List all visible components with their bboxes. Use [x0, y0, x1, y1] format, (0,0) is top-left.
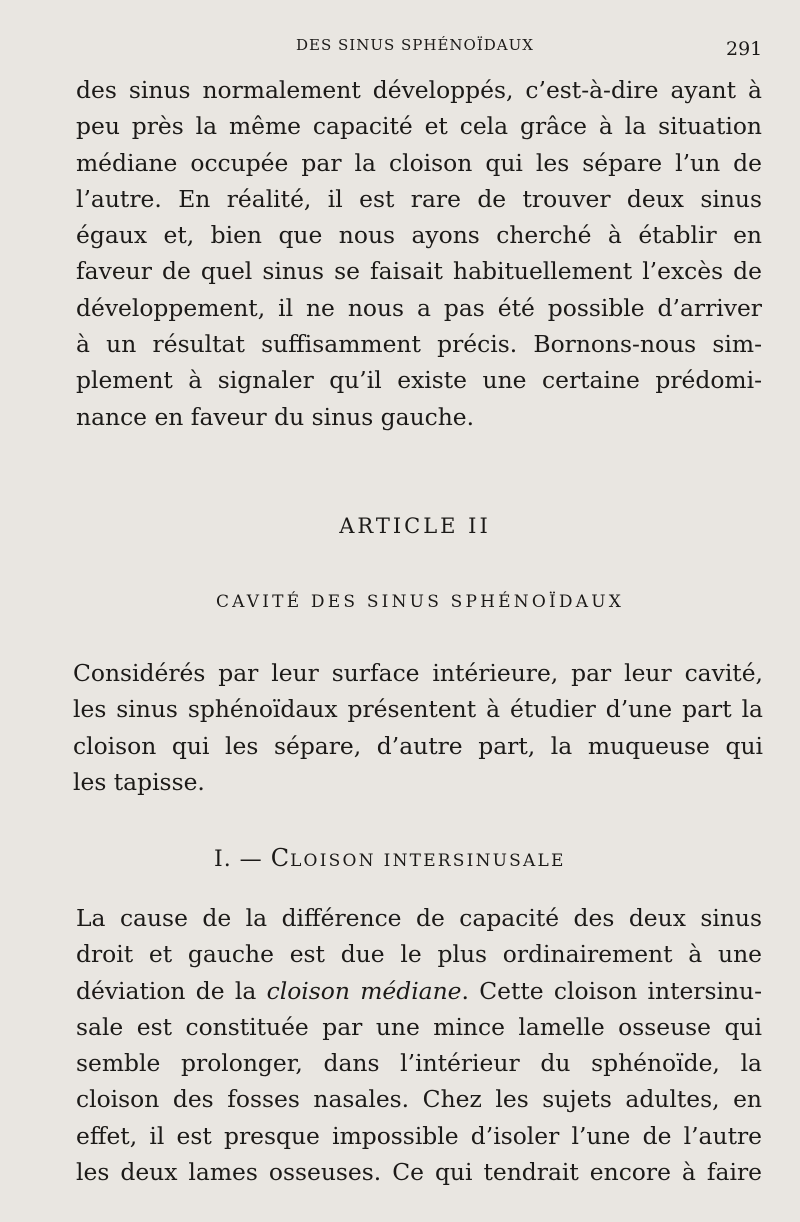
text-run: déviation de la	[76, 976, 267, 1005]
text-line: peu près la même capacité et cela grâce à la situation	[76, 112, 762, 141]
subheading-initial: C	[270, 844, 291, 872]
text-line: nance en faveur du sinus gauche.	[76, 402, 475, 431]
text-line: les sinus sphénoïdaux présentent à étudier d’une part la	[73, 695, 763, 724]
text-line: l’autre. En réalité, il est rare de trouver deux sinus	[76, 184, 762, 213]
paragraph-sinus-development	[76, 72, 762, 435]
text-line: Considérés par leur surface intérieure, par leur cavité,	[73, 659, 763, 687]
text-line: cloison des fosses nasales. Chez les sujets adultes, en	[76, 1085, 762, 1114]
text-line: sale est constituée par une mince lamelle osseuse qui	[76, 1012, 762, 1041]
subheading-numeral: I. —	[214, 847, 263, 872]
text-line: des sinus normalement développés, c’est-à-dire ayant à	[76, 76, 762, 104]
text-line: La cause de la différence de capacité des deux sinus	[76, 904, 762, 932]
italic-term: cloison médiane	[266, 976, 462, 1005]
text-line: plement à signaler qu’il existe une certaine prédomi-	[76, 366, 762, 395]
subheading-cloison-intersinusale	[214, 844, 566, 872]
section-title: CAVITÉ DES SINUS SPHÉNOÏDAUX	[215, 592, 625, 612]
text-line: développement, il ne nous a pas été possible d’arriver	[76, 293, 762, 322]
subheading-word-2: INTERSINUSALE	[383, 851, 566, 871]
text-line: faveur de quel sinus se faisait habituellement l’excès de	[76, 257, 762, 286]
subheading-word-1: LOISON	[290, 851, 376, 871]
article-label: ARTICLE II	[339, 514, 491, 538]
text-line: à un résultat suffisamment précis. Bornons-nous sim-	[76, 330, 762, 359]
text-line: cloison qui les sépare, d’autre part, la muqueuse qui	[73, 731, 763, 760]
paragraph-cloison	[76, 900, 762, 1190]
text-run: . Cette cloison intersinu-	[461, 976, 763, 1005]
text-line-mixed	[76, 973, 762, 1009]
text-line: semble prolonger, dans l’intérieur du sphénoïde, la	[76, 1049, 762, 1078]
running-head	[0, 34, 800, 58]
text-line: les tapisse.	[73, 767, 205, 796]
text-line: médiane occupée par la cloison qui les sépare l’un de	[76, 148, 762, 177]
text-line: les deux lames osseuses. Ce qui tendrait encore à faire	[76, 1158, 762, 1187]
paragraph-cavity-intro	[73, 655, 763, 800]
page-number: 291	[726, 38, 763, 60]
text-line: effet, il est presque impossible d’isoler l’une de l’autre	[76, 1121, 762, 1150]
text-line: droit et gauche est due le plus ordinairement à une	[76, 940, 762, 969]
text-line: égaux et, bien que nous ayons cherché à établir en	[76, 221, 762, 250]
running-title: DES SINUS SPHÉNOÏDAUX	[296, 36, 534, 54]
